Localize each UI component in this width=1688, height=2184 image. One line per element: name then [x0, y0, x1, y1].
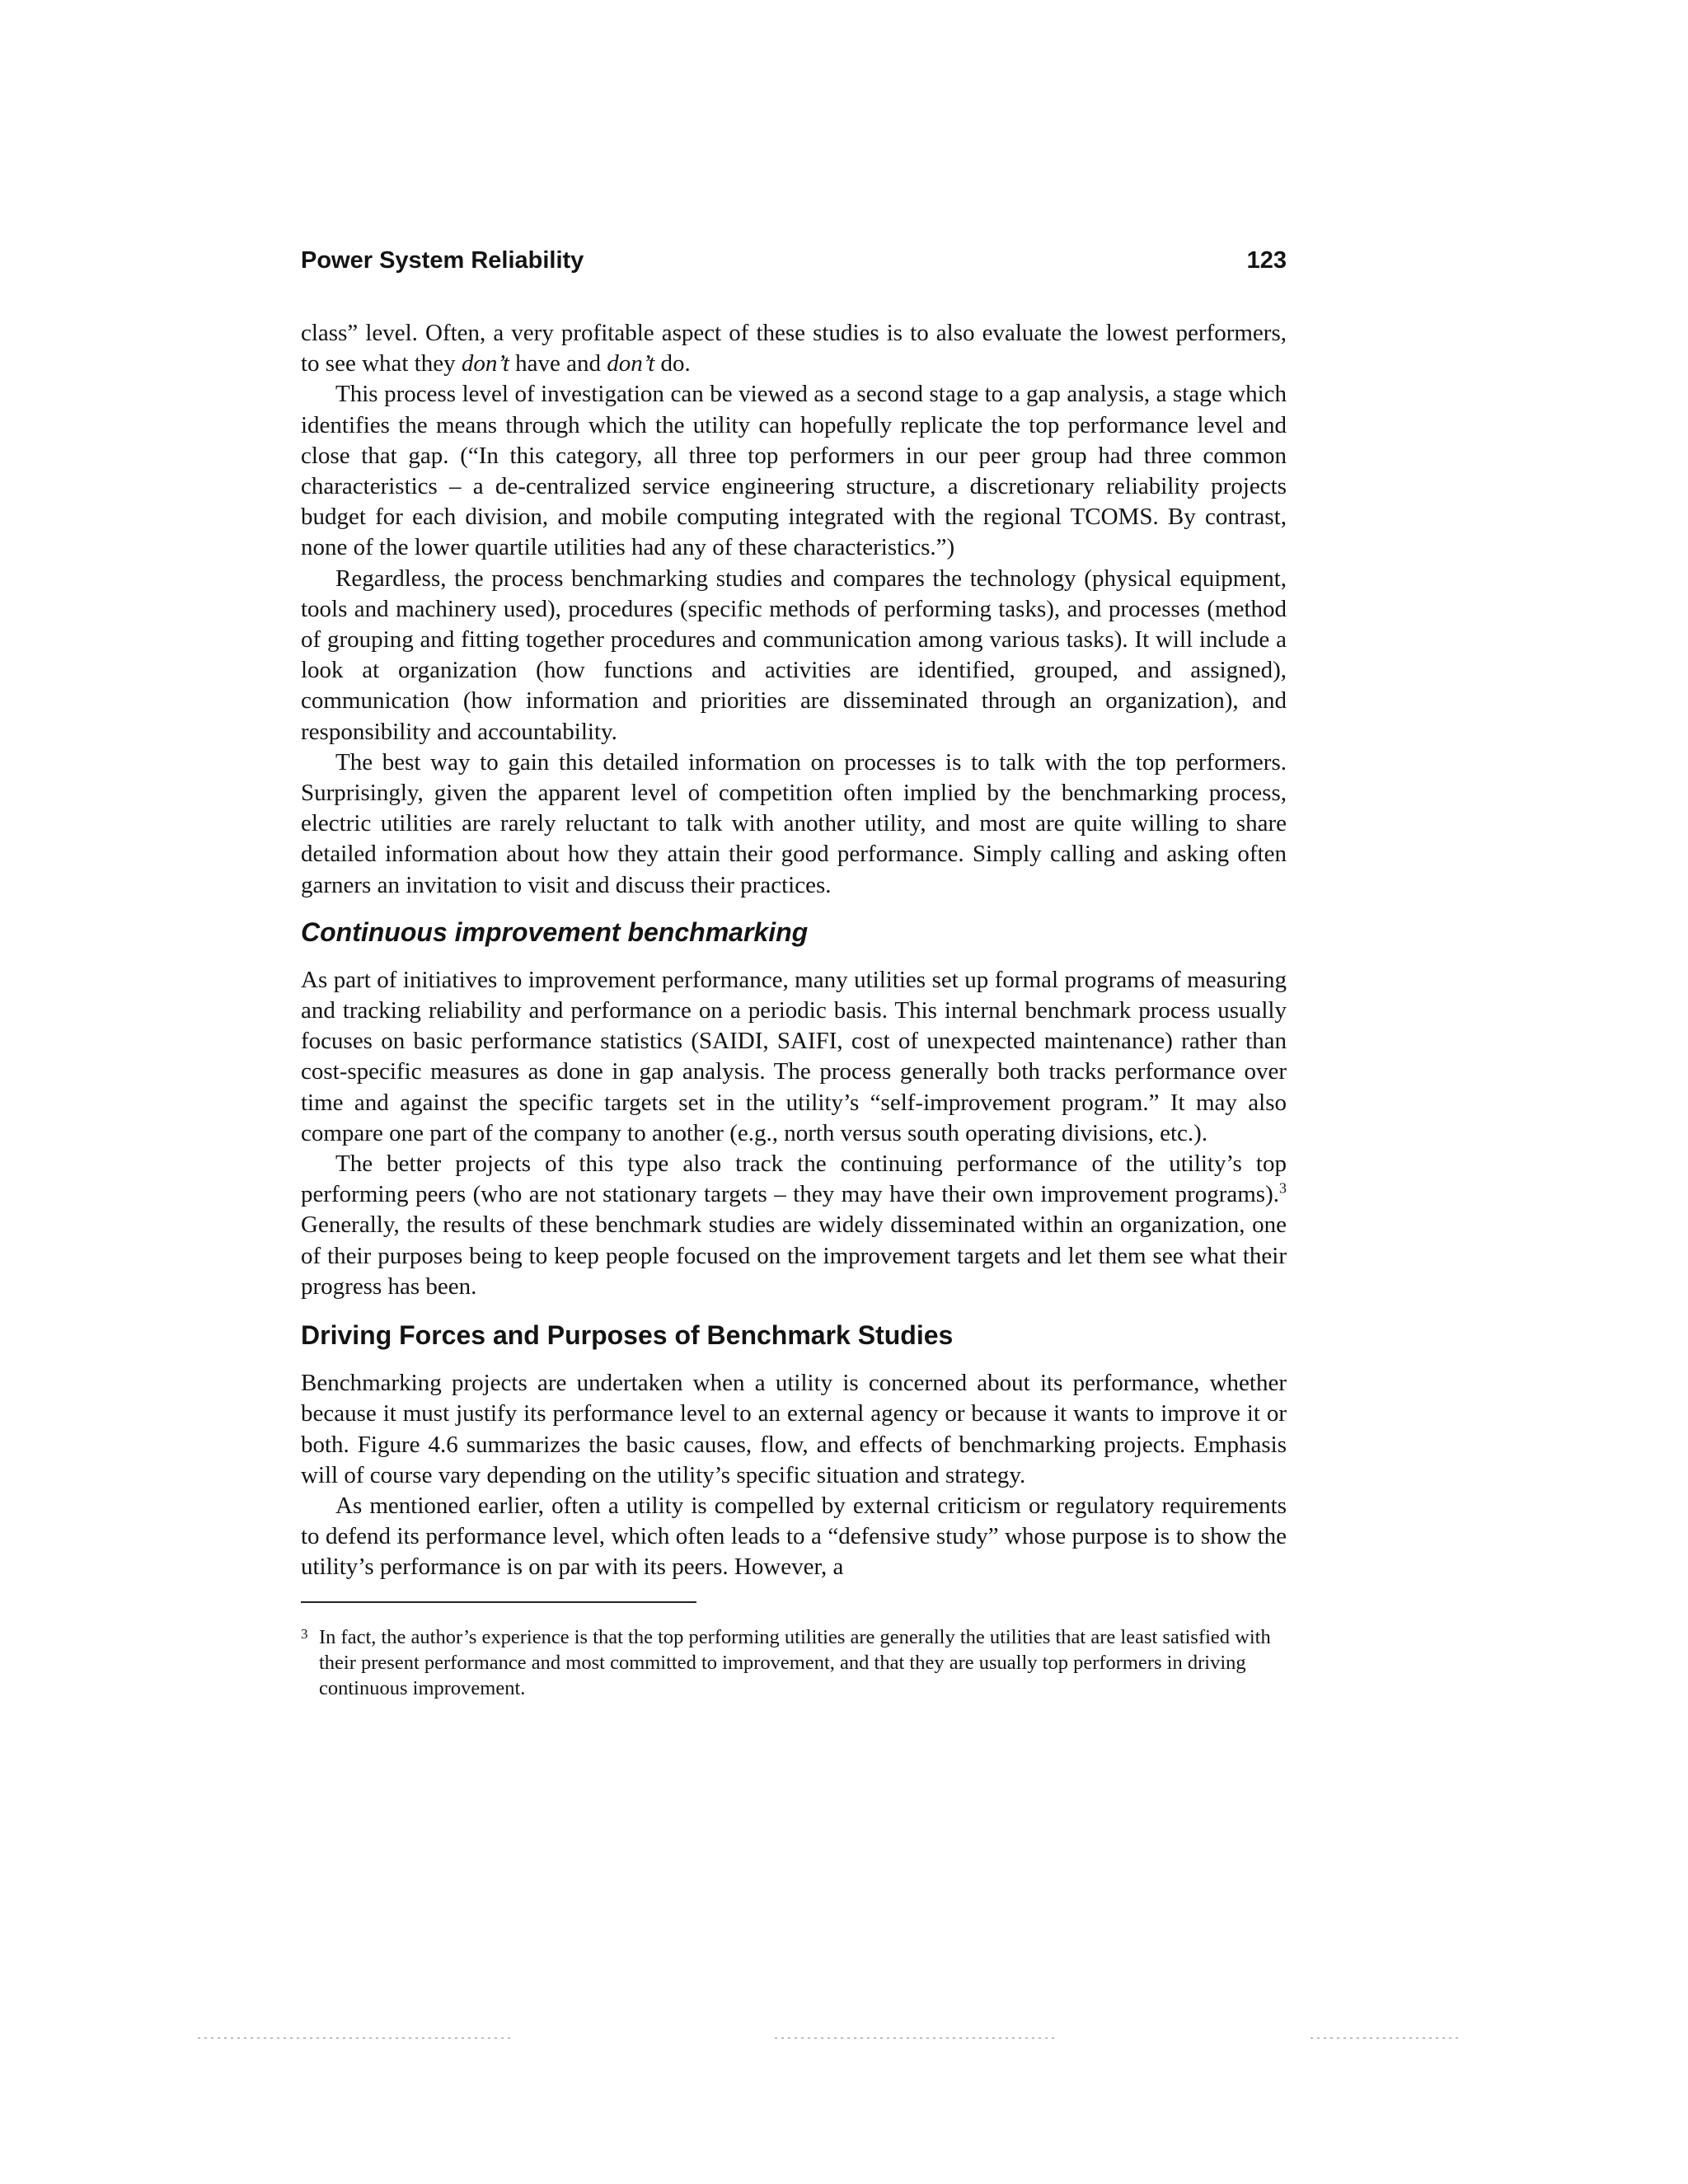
running-head: [301, 244, 1287, 277]
paragraph-8: As mentioned earlier, often a utility is compelled by external criticism or regulatory requirements to defend its performance level, which often leads to a “defensive study” whose purpose is to show the utility’s performance is on par with its peers. However, a: [301, 1492, 1287, 1581]
footnote-text: In fact, the author’s experience is that the top performing utilities are generally the utilities that are least satisfied with their present performance and most committed to improvement, and that they are usually top performers in driving continuous improvement.: [319, 1625, 1271, 1699]
body-text: [301, 318, 1287, 1583]
paragraph-5: As part of initiatives to improvement performance, many utilities set up formal programs of measuring and tracking reliability and performance on a periodic basis. This internal benchmark process usually focuses on basic performance statistics (SAIDI, SAIFI, cost of unexpected maintenance) rather than cost-specific measures as done in gap analysis. The process generally both tracks performance over time and against the specific targets set in the utility’s “self-improvement program.” It may also compare one part of the company to another (e.g., north versus south operating divisions, etc.).: [301, 966, 1287, 1146]
footnote-reference[interactable]: 3: [1279, 1179, 1287, 1197]
paragraph-6: [301, 1149, 1287, 1302]
paragraph-1: [301, 318, 1287, 379]
scan-artifact-left: [198, 2037, 511, 2039]
paragraph-1-text-a: class” level. Often, a very profitable aspect of these studies is to also evaluate the lowest performers, to see what they: [301, 320, 1287, 377]
page-number: 123: [1246, 247, 1287, 274]
paragraph-1-emphasis-dont-do: don’t: [607, 350, 655, 377]
paragraph-1-text-c: have and: [509, 350, 607, 377]
paragraph-2: This process level of investigation can be viewed as a second stage to a gap analysis, a stage which identifies the means through which the utility can hopefully replicate the top performance level and close that gap. (“In this category, all three top performers in our peer group had three common characteristics – a de-centralized service engineering structure, a discretionary reliability projects budget for each division, and mobile computing integrated with the regional TCOMS. By contrast, none of the lower quartile utilities had any of these characteristics.”): [301, 381, 1287, 561]
paragraph-3: Regardless, the process benchmarking studies and compares the technology (physical equipment, tools and machinery used), procedures (specific methods of performing tasks), and processes (method of grouping and fitting together procedures and communication among various tasks). It will include a look at organization (how functions and activities are identified, grouped, and assigned), communication (how information and priorities are disseminated through an organization), and responsibility and accountability.: [301, 565, 1287, 745]
footnote-number: 3: [301, 1625, 308, 1642]
paragraph-4: The best way to gain this detailed information on processes is to talk with the top performers. Surprisingly, given the apparent level of competition often implied by the benchmarking process, electric utilities are rarely reluctant to talk with another utility, and most are quite willing to share detailed information about how they attain their good performance. Simply calling and asking often garners an invitation to visit and discuss their practices.: [301, 748, 1287, 898]
subsection-heading-continuous-improvement: Continuous improvement benchmarking: [301, 916, 809, 947]
running-head-title: Power System Reliability: [301, 247, 584, 274]
paragraph-7: Benchmarking projects are undertaken when a utility is concerned about its performance, whether because it must justify its performance level to an external agency or because it wants to improve it or both. Figure 4.6 summarizes the basic causes, flow, and effects of benchmarking projects. Emphasis will of course vary depending on the utility’s specific situation and strategy.: [301, 1370, 1287, 1488]
scan-artifact-center: [775, 2037, 1055, 2039]
footnote-divider: [301, 1601, 696, 1603]
paragraph-1-text-e: do.: [654, 350, 691, 377]
paragraph-6-text-a: The better projects of this type also track the continuing performance of the utility’s top performing peers (who are not stationary targets – they may have their own improvement programs).: [301, 1151, 1287, 1208]
book-page: [301, 244, 1287, 1701]
section-heading-driving-forces: Driving Forces and Purposes of Benchmark Studies: [301, 1320, 954, 1351]
scan-artifact-right: [1311, 2037, 1459, 2039]
paragraph-6-text-b: Generally, the results of these benchmark studies are widely disseminated within an organization, one of their purposes being to keep people focused on the improvement targets and let them see what their progress has been.: [301, 1212, 1287, 1300]
paragraph-1-emphasis-dont-have: don’t: [461, 350, 509, 377]
footnote: [301, 1624, 1287, 1701]
